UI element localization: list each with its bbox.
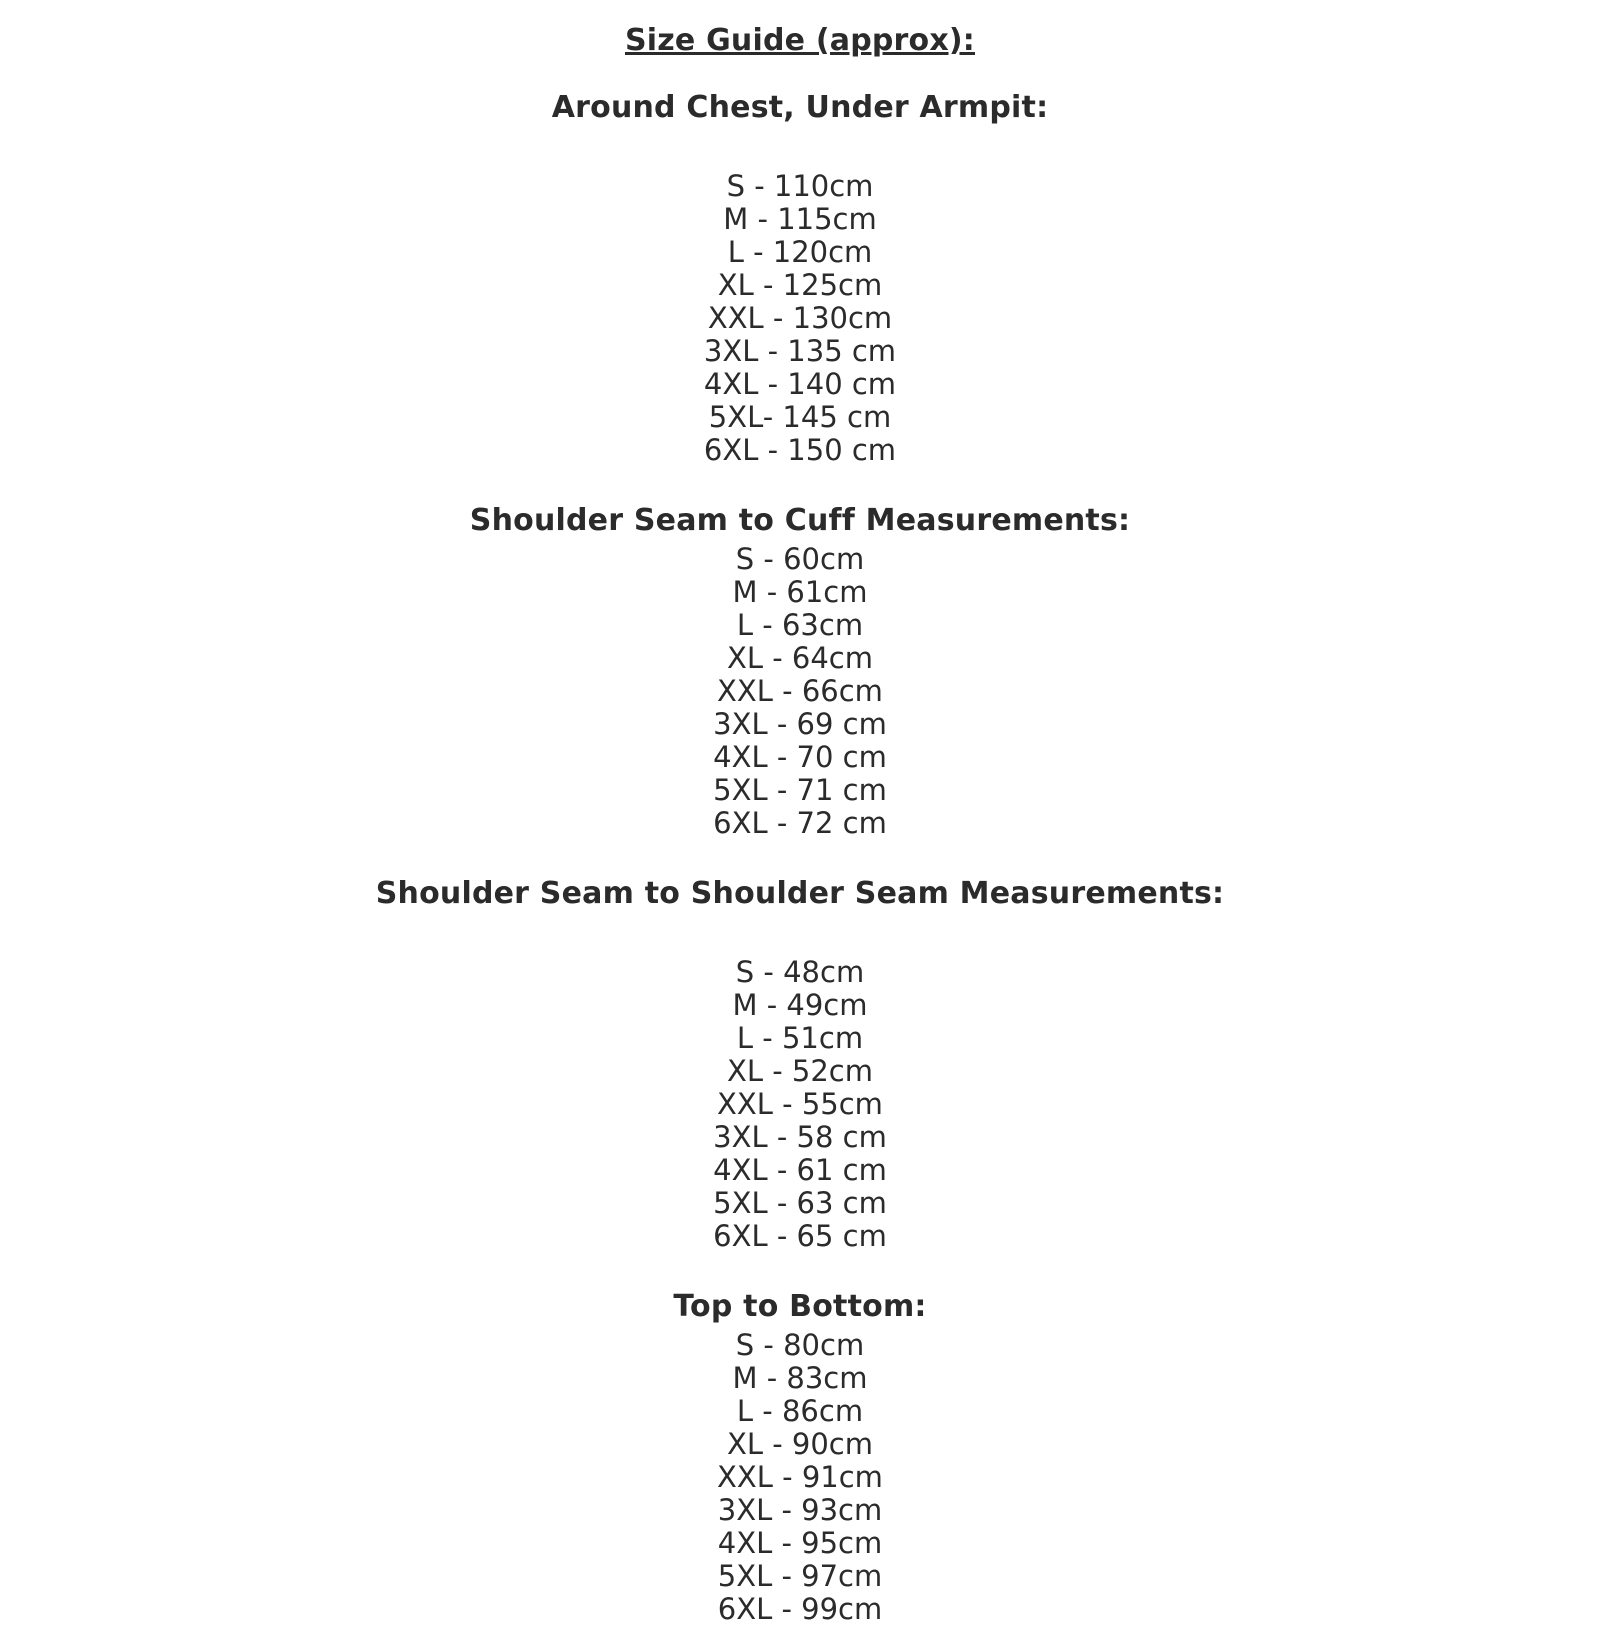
list-item: XL - 90cm [726,1427,874,1461]
list-item: XL - 52cm [726,1054,874,1088]
spacer [0,156,1600,170]
measurement-list [0,543,1600,840]
section-heading: Around Chest, Under Armpit: [551,90,1049,125]
list-item: L - 63cm [736,608,864,642]
list-item: XXL - 130cm [707,301,893,335]
list-item: XXL - 91cm [717,1460,883,1494]
list-item: 4XL - 95cm [717,1526,883,1560]
section-heading: Shoulder Seam to Shoulder Seam Measurements: [375,876,1225,911]
section-heading: Top to Bottom: [673,1289,927,1324]
list-item: 5XL - 63 cm [713,1186,887,1220]
list-item: 6XL - 150 cm [703,433,897,467]
list-item: XXL - 66cm [717,674,883,708]
list-item: 6XL - 72 cm [713,806,887,840]
list-item: 5XL - 97cm [717,1559,883,1593]
section-shoulder-to-shoulder [0,872,1600,1253]
list-item: M - 49cm [732,988,868,1022]
section-top-to-bottom [0,1285,1600,1626]
list-item: M - 83cm [732,1361,868,1395]
list-item: M - 115cm [723,202,877,236]
list-item: XL - 125cm [717,268,883,302]
list-item: S - 110cm [726,169,874,203]
spacer [0,942,1600,956]
list-item: 5XL- 145 cm [708,400,892,434]
list-item: L - 86cm [736,1394,864,1428]
list-item: 6XL - 65 cm [713,1219,887,1253]
list-item: 4XL - 140 cm [703,367,897,401]
list-item: S - 48cm [735,955,865,989]
list-item: XXL - 55cm [717,1087,883,1121]
section-chest [0,86,1600,467]
list-item: 4XL - 70 cm [713,740,887,774]
list-item: S - 80cm [735,1328,865,1362]
spacer [0,1253,1600,1285]
list-item: 3XL - 58 cm [713,1120,887,1154]
list-item: 3XL - 93cm [717,1493,883,1527]
page-title: Size Guide (approx): [624,23,976,58]
spacer [0,840,1600,872]
list-item: M - 61cm [732,575,868,609]
list-item: L - 51cm [736,1021,864,1055]
list-item: 5XL - 71 cm [713,773,887,807]
measurement-list [0,956,1600,1253]
measurement-list [0,170,1600,467]
list-item: 3XL - 69 cm [713,707,887,741]
list-item: 3XL - 135 cm [703,334,897,368]
list-item: L - 120cm [727,235,873,269]
section-heading: Shoulder Seam to Cuff Measurements: [469,503,1131,538]
list-item: 4XL - 61 cm [713,1153,887,1187]
section-shoulder-to-cuff [0,499,1600,840]
list-item: 6XL - 99cm [717,1592,883,1626]
list-item: XL - 64cm [726,641,874,675]
spacer [0,467,1600,499]
measurement-list [0,1329,1600,1626]
list-item: S - 60cm [735,542,865,576]
